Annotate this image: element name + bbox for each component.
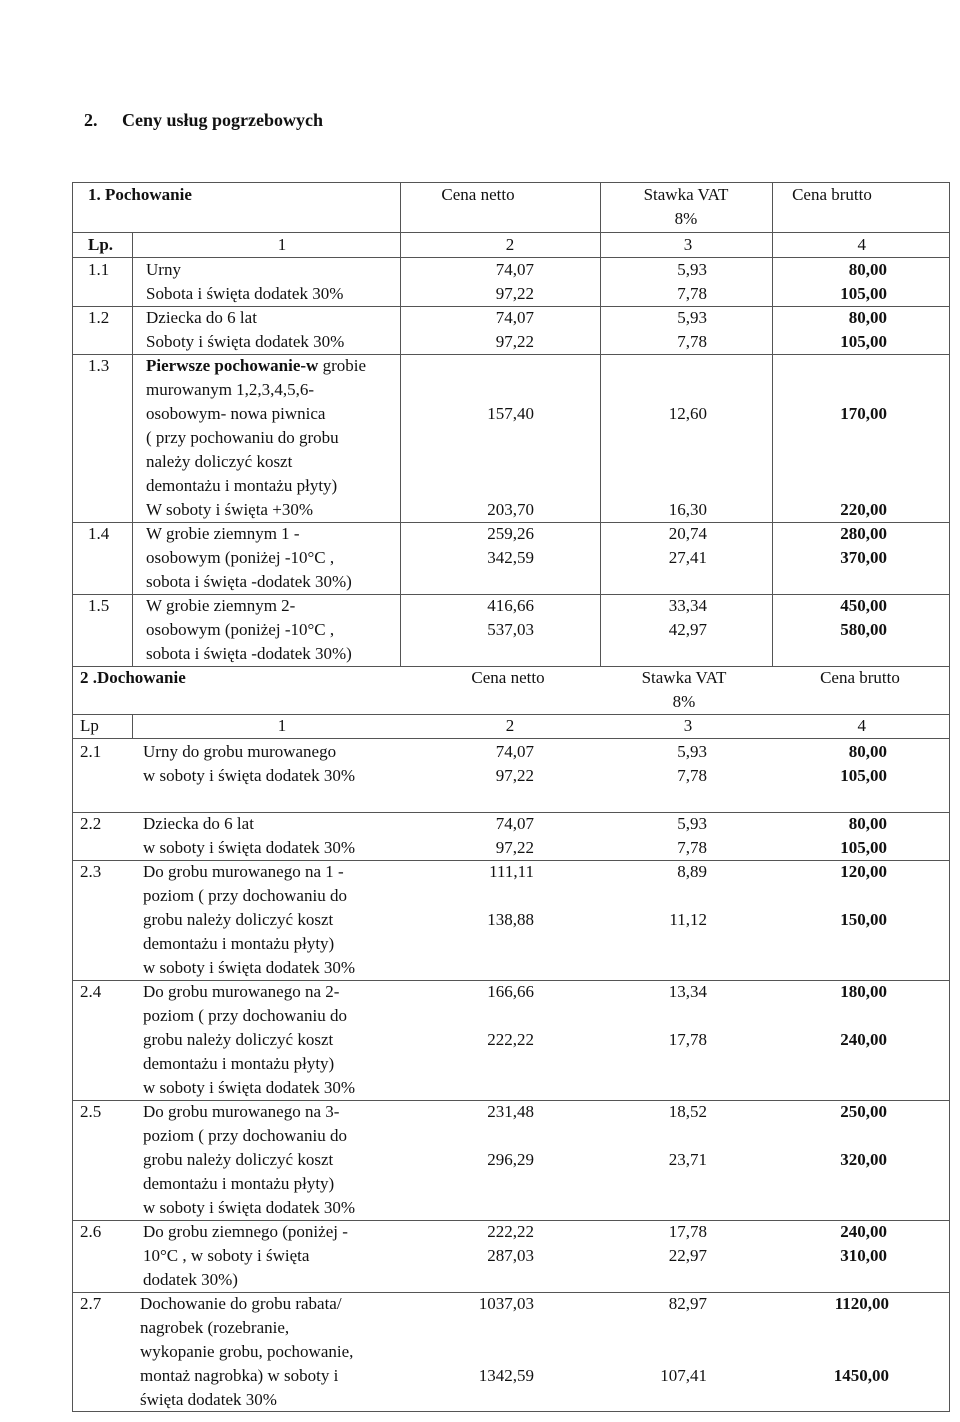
row-description-line: osobowym- nowa piwnica — [146, 404, 326, 423]
row-description-line: demontażu i montażu płyty) — [143, 1174, 335, 1193]
price-brutto: 180,00 — [840, 982, 887, 1001]
row-description-line: wykopanie grobu, pochowanie, — [140, 1342, 354, 1361]
price-brutto: 120,00 — [840, 862, 887, 881]
vat-amount: 5,93 — [677, 260, 707, 279]
price-brutto: 250,00 — [840, 1102, 887, 1121]
price-netto: 231,48 — [487, 1102, 534, 1121]
column-header-vat: Stawka VAT — [643, 185, 729, 204]
column-number: 4 — [857, 716, 866, 735]
price-netto: 166,66 — [487, 982, 534, 1001]
vat-amount: 7,78 — [677, 838, 707, 857]
column-header-brutto: Cena brutto — [792, 185, 872, 204]
row-description-line: należy doliczyć koszt — [146, 452, 293, 471]
row-description-line: w soboty i święta dodatek 30% — [143, 1078, 355, 1097]
price-brutto: 580,00 — [840, 620, 887, 639]
row-description-line: sobota i święta -dodatek 30%) — [146, 572, 352, 591]
price-netto: 157,40 — [487, 404, 534, 423]
row-description-line: Do grobu murowanego na 1 - — [143, 862, 344, 881]
row-divider — [72, 738, 950, 739]
row-description-line: montaż nagrobka) w soboty i — [140, 1366, 339, 1385]
vat-amount: 8,89 — [677, 862, 707, 881]
price-netto: 1342,59 — [478, 1366, 534, 1385]
price-netto: 138,88 — [487, 910, 534, 929]
price-netto: 97,22 — [495, 838, 534, 857]
row-lp: 2.3 — [80, 862, 102, 881]
title-number: 2. — [84, 110, 98, 130]
column-number-lp: Lp — [80, 716, 99, 735]
column-header-brutto: Cena brutto — [820, 668, 900, 687]
vat-amount: 23,71 — [668, 1150, 707, 1169]
price-netto: 287,03 — [487, 1246, 534, 1265]
vat-amount: 17,78 — [668, 1030, 707, 1049]
price-brutto: 80,00 — [848, 742, 887, 761]
price-netto: 342,59 — [487, 548, 534, 567]
row-description-line: Soboty i święta dodatek 30% — [146, 332, 345, 351]
row-description-line: w soboty i święta dodatek 30% — [143, 838, 355, 857]
column-header-netto: Cena netto — [441, 185, 515, 204]
price-netto: 97,22 — [495, 332, 534, 351]
price-brutto: 80,00 — [848, 260, 887, 279]
row-lp: 2.1 — [80, 742, 102, 761]
row-lp: 2.6 — [80, 1222, 102, 1241]
price-netto: 203,70 — [487, 500, 534, 519]
row-description-line: poziom ( przy dochowaniu do — [143, 1006, 347, 1025]
row-description-line: Do grobu murowanego na 2- — [143, 982, 340, 1001]
row-description-line: osobowym (poniżej -10°C , — [146, 620, 335, 639]
row-description-line: grobu należy doliczyć koszt — [143, 1030, 334, 1049]
price-netto: 74,07 — [495, 742, 534, 761]
row-description-line: grobu należy doliczyć koszt — [143, 1150, 334, 1169]
vat-amount: 22,97 — [668, 1246, 707, 1265]
price-brutto: 1120,00 — [834, 1294, 889, 1313]
row-description-line: Dziecka do 6 lat — [143, 814, 254, 833]
row-description-line: poziom ( przy dochowaniu do — [143, 886, 347, 905]
row-description-line: demontażu i montażu płyty) — [146, 476, 338, 495]
price-brutto: 310,00 — [840, 1246, 887, 1265]
vat-amount: 16,30 — [668, 500, 707, 519]
vat-amount: 13,34 — [668, 982, 707, 1001]
price-brutto: 150,00 — [840, 910, 887, 929]
row-description-line: poziom ( przy dochowaniu do — [143, 1126, 347, 1145]
section-heading: 2 .Dochowanie — [80, 668, 186, 687]
vat-amount: 17,78 — [668, 1222, 707, 1241]
price-brutto: 240,00 — [840, 1222, 887, 1241]
price-netto: 74,07 — [495, 260, 534, 279]
row-description-line: W soboty i święta +30% — [146, 500, 313, 519]
row-description-line: Sobota i święta dodatek 30% — [146, 284, 344, 303]
column-number: 2 — [505, 235, 515, 254]
row-lp: 2.7 — [80, 1294, 102, 1313]
section-heading: 1. Pochowanie — [88, 185, 192, 204]
price-netto: 296,29 — [487, 1150, 534, 1169]
vat-amount: 7,78 — [677, 284, 707, 303]
price-netto: 222,22 — [487, 1030, 534, 1049]
price-netto: 97,22 — [495, 284, 534, 303]
row-description-line — [146, 354, 366, 378]
row-description-line: sobota i święta -dodatek 30%) — [146, 644, 352, 663]
row-lp: 2.2 — [80, 814, 102, 833]
price-brutto: 320,00 — [840, 1150, 887, 1169]
price-netto: 222,22 — [487, 1222, 534, 1241]
row-description-line: w soboty i święta dodatek 30% — [143, 1198, 355, 1217]
row-description-line: Dziecka do 6 lat — [146, 308, 257, 327]
column-divider — [400, 182, 401, 666]
price-brutto: 240,00 — [840, 1030, 887, 1049]
price-brutto: 220,00 — [840, 500, 887, 519]
row-lp: 2.4 — [80, 982, 102, 1001]
column-number: 3 — [683, 235, 693, 254]
row-description-line: Dochowanie do grobu rabata/ — [140, 1294, 342, 1313]
row-description-line: Do grobu murowanego na 3- — [143, 1102, 340, 1121]
price-netto: 97,22 — [495, 766, 534, 785]
row-description-line: W grobie ziemnym 1 - — [146, 524, 300, 543]
column-number: 4 — [857, 235, 866, 254]
column-number: 2 — [505, 716, 515, 735]
row-description-line: Urny do grobu murowanego — [143, 742, 337, 761]
column-number-lp: Lp. — [88, 235, 114, 254]
column-header-netto: Cena netto — [471, 668, 545, 687]
row-description-line: demontażu i montażu płyty) — [143, 934, 335, 953]
column-header-vat: Stawka VAT — [641, 668, 727, 687]
price-netto: 416,66 — [487, 596, 534, 615]
vat-amount: 7,78 — [677, 332, 707, 351]
vat-amount: 5,93 — [677, 742, 707, 761]
price-brutto: 105,00 — [840, 332, 887, 351]
column-number: 3 — [683, 716, 693, 735]
price-netto: 537,03 — [487, 620, 534, 639]
price-netto: 74,07 — [495, 814, 534, 833]
price-brutto: 370,00 — [840, 548, 887, 567]
vat-amount: 5,93 — [677, 814, 707, 833]
row-lp: 1.4 — [88, 524, 110, 543]
vat-amount: 27,41 — [668, 548, 707, 567]
row-lp: 1.2 — [88, 308, 110, 327]
price-netto: 259,26 — [487, 524, 534, 543]
row-description-rest: grobie — [318, 356, 367, 375]
row-lp: 2.5 — [80, 1102, 102, 1121]
price-brutto: 80,00 — [848, 814, 887, 833]
row-description-line: dodatek 30%) — [143, 1270, 238, 1289]
price-netto: 1037,03 — [478, 1294, 534, 1313]
page-title — [84, 110, 323, 131]
row-lp: 1.3 — [88, 356, 110, 375]
price-brutto: 280,00 — [840, 524, 887, 543]
column-divider — [132, 714, 133, 738]
row-description-line: w soboty i święta dodatek 30% — [143, 958, 355, 977]
row-description-line: murowanym 1,2,3,4,5,6- — [146, 380, 315, 399]
row-lp: 1.1 — [88, 260, 110, 279]
row-description-line: grobu należy doliczyć koszt — [143, 910, 334, 929]
vat-amount: 11,12 — [669, 910, 707, 929]
row-description-line: nagrobek (rozebranie, — [140, 1318, 290, 1337]
row-description-line: święta dodatek 30% — [140, 1390, 277, 1409]
price-brutto: 105,00 — [840, 766, 887, 785]
vat-amount: 7,78 — [677, 766, 707, 785]
column-number: 1 — [277, 716, 287, 735]
column-header-vat-rate: 8% — [674, 209, 698, 228]
price-brutto: 1450,00 — [833, 1366, 889, 1385]
row-description-line: ( przy pochowaniu do grobu — [146, 428, 339, 447]
row-description-line: Do grobu ziemnego (poniżej - — [143, 1222, 348, 1241]
vat-amount: 107,41 — [660, 1366, 707, 1385]
row-lp: 1.5 — [88, 596, 110, 615]
vat-amount: 82,97 — [668, 1294, 707, 1313]
column-header-vat-rate: 8% — [672, 692, 696, 711]
row-description-line: w soboty i święta dodatek 30% — [143, 766, 355, 785]
price-brutto: 450,00 — [840, 596, 887, 615]
row-description-line: 10°C , w soboty i święta — [143, 1246, 310, 1265]
price-brutto: 170,00 — [840, 404, 887, 423]
column-number: 1 — [277, 235, 287, 254]
vat-amount: 20,74 — [668, 524, 707, 543]
vat-amount: 12,60 — [668, 404, 707, 423]
row-description-line: W grobie ziemnym 2- — [146, 596, 296, 615]
price-brutto: 105,00 — [840, 838, 887, 857]
price-brutto: 80,00 — [848, 308, 887, 327]
price-netto: 74,07 — [495, 308, 534, 327]
row-description-line: demontażu i montażu płyty) — [143, 1054, 335, 1073]
vat-amount: 33,34 — [668, 596, 707, 615]
row-description-bold: Pierwsze pochowanie-w — [146, 356, 319, 375]
price-netto: 111,11 — [489, 862, 534, 881]
vat-amount: 18,52 — [668, 1102, 707, 1121]
vat-amount: 5,93 — [677, 308, 707, 327]
row-description-line: Urny — [146, 260, 181, 279]
title-text: Ceny usług pogrzebowych — [122, 110, 324, 130]
price-brutto: 105,00 — [840, 284, 887, 303]
column-divider — [132, 232, 133, 666]
vat-amount: 42,97 — [668, 620, 707, 639]
row-description-line: osobowym (poniżej -10°C , — [146, 548, 335, 567]
